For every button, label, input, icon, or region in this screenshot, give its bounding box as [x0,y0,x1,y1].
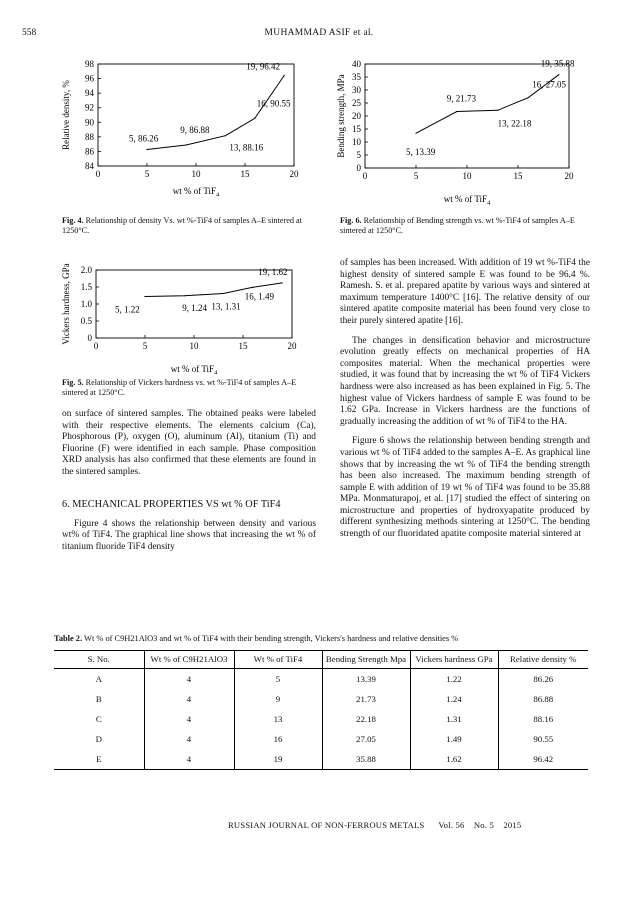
y-tick-label: 84 [85,161,94,171]
data-label: 13, 88.16 [229,142,264,153]
x-tick-label: 0 [362,171,368,181]
x-tick-label: 20 [289,169,299,179]
y-tick-label: 25 [352,98,361,108]
data-label: 9, 86.88 [180,125,210,136]
table2-header-cell: Wt % of TiF4 [234,651,322,669]
data-point [254,118,255,119]
table-cell: 19 [234,749,322,770]
footer-journal: RUSSIAN JOURNAL OF NON-FERROUS METALS [228,820,425,830]
section-heading: 6. MECHANICAL PROPERTIES VS wt % OF TiF4 [62,498,281,510]
left-para-fig4: Figure 4 shows the relationship between density and various wt% of TiF4. The graphical line shows that increasing the wt % of titanium fluoride TiF4 density [62,518,316,552]
table-cell: 1.31 [410,709,498,729]
right-para-fig6: Figure 6 shows the relationship between bending strength and various wt % of TiF4 added to the samples A–E. As graphical line shows that by increasing the wt % of TiF4 the bending strength has been also increased. The maximum bending strength of sample E with addition of 19 wt % of TiF4 was found to be 35.88 MPa. Monmaturapoj, et al. [17] studied the effect of sintering on microstructure and properties of hydroxyapatite produced by different synthesizing methods sintering at 1250°C. The bending strength of our fluoridated apatite composite material sintered at [340,436,590,540]
x-tick-label: 15 [513,171,523,181]
y-tick-label: 15 [352,124,361,134]
y-tick-label: 0 [356,163,361,173]
table-cell: 4 [144,669,234,690]
data-point [252,287,253,288]
x-tick-label: 15 [240,169,250,179]
y-tick-label: 90 [85,117,94,128]
fig6-chart [333,56,583,208]
data-label: 16, 1.49 [244,291,275,302]
data-point [223,293,224,294]
footer-volume: Vol. 56 [438,820,465,830]
table-cell: 86.88 [498,689,588,709]
fig4-caption-text: Relationship of density Vs. wt %-TiF4 of samples A–E sintered at 1250°C. [62,216,302,235]
table-row [54,689,588,709]
y-tick-label: 88 [85,131,94,142]
data-label: 9, 21.73 [446,93,477,104]
x-tick-label: 20 [287,341,297,351]
right-column [340,258,590,549]
data-label: 16, 90.55 [256,98,291,109]
table-cell: 35.88 [322,749,410,770]
data-label: 13, 22.18 [497,118,532,129]
y-tick-label: 0.5 [80,316,92,326]
y-tick-label: 1.5 [80,282,92,292]
y-tick-label: 0 [87,333,92,343]
table2-header-row [54,651,588,669]
data-point [144,296,145,297]
fig5-chart [58,262,310,374]
table-cell: 13.39 [322,669,410,690]
x-tick-label: 10 [462,171,472,181]
y-tick-label: 40 [352,59,361,69]
table2 [54,650,588,770]
data-point [497,110,498,111]
table-cell: 16 [234,729,322,749]
data-point [282,282,283,283]
y-tick-label: 94 [85,88,94,99]
footer-number: No. 5 [473,820,494,830]
table-cell: 1.49 [410,729,498,749]
data-label: 13, 1.31 [211,301,241,312]
data-point [146,149,147,150]
left-para-continuation: on surface of sintered samples. The obtained peaks were labeled with their respective elements. The elements calcium (Ca), Phosphorous (P), oxygen (O), aluminum (Al), titanium (Ti) and Fluorine (F) were identified in each sample. Phase composition XRD analysis has also confirmed that these elements are found in the sintered samples. [62,409,316,477]
table-cell: B [95,694,102,704]
fig4-chart [58,56,310,196]
y-axis-label: Vickers hardness, GPa [61,263,71,345]
y-tick-label: 20 [352,111,361,121]
plot-frame [98,61,294,166]
table-cell: E [54,749,144,770]
x-tick-label: 5 [413,171,419,181]
table-cell: 86.26 [498,669,588,690]
x-tick-label: 5 [144,169,150,179]
y-tick-label: 92 [85,102,94,113]
left-column [62,409,316,561]
x-axis-label: wt % of TiF$_4$ [443,194,491,207]
y-tick-label: 35 [352,72,361,82]
data-label: 5, 13.39 [406,147,436,158]
table-cell: 4 [144,709,234,729]
table2-header-cell: Bending Strength Mpa [322,651,410,669]
y-tick-label: 98 [85,59,94,69]
table-row [54,749,588,770]
table2-header-cell: Relative density % [498,651,588,669]
data-point [225,135,226,136]
table-cell: 1.62 [410,749,498,770]
data-label: 16, 27.05 [532,79,566,90]
y-tick-label: 1.0 [80,299,92,309]
x-axis-label-subscript: 4 [487,199,491,207]
data-label: 19, 35.88 [540,58,575,69]
table-row [54,729,588,749]
running-title: MUHAMMAD ASIF et al. [264,28,374,38]
y-tick-label: 2.0 [80,265,92,275]
x-tick-label: 5 [142,341,148,351]
table-cell: 5 [234,669,322,690]
x-tick-label: 10 [191,169,201,179]
table2-caption-label: Table 2. [54,634,83,643]
table-cell: 4 [144,749,234,770]
y-axis-label: Relative density, % [61,80,71,150]
table-cell: D [95,734,102,744]
page-number: 558 [22,28,37,38]
x-axis-label-subscript: 4 [216,191,220,196]
table2-caption-text: Wt % of C9H21AlO3 and wt % of TiF4 with their bending strength, Vickers's hardness and relative densities % [84,634,459,643]
table-cell: 4 [144,729,234,749]
table2-header-cell: Wt % of C9H21AlO3 [144,651,234,669]
fig6-caption [340,216,588,236]
data-label: 19, 96.42 [246,61,280,72]
table-cell: 1.24 [410,689,498,709]
fig5-caption-label: Fig. 5. [62,378,84,387]
y-tick-label: 96 [85,73,94,84]
x-axis-label-subscript: 4 [214,369,218,374]
right-para-changes: The changes in densification behavior and microstructure evolution greatly effects on mechanical properties of HA composites material. When the mechanical properties were studied, it was found that by increasing the wt % of TiF4 Vickers hardness were also increased as has been explained in Fig. 5. The highest value of Vickers hardness of sample E was found to be 1.62 GPa. Increase in Vickers hardness are the functions of gradually increasing the addition of wt % of TiF4 to the HA. [340,335,590,427]
fig4-caption [62,216,312,236]
data-point [415,133,416,134]
data-label: 9, 1.24 [182,302,207,313]
fig6-caption-label: Fig. 6. [340,216,362,225]
data-point [456,111,457,112]
table2-header-cell: S. No. [54,651,144,669]
table-cell: 9 [234,689,322,709]
y-axis-label: Bending strength, MPa [336,74,346,158]
table-cell: 96.42 [498,749,588,770]
table2-header-cell: Vickers hardness GPa [410,651,498,669]
table-cell: 13 [234,709,322,729]
y-tick-label: 5 [356,150,361,160]
fig4-caption-label: Fig. 4. [62,216,84,225]
data-point [184,295,185,296]
table-cell: 90.55 [498,729,588,749]
footer-year: 2015 [503,820,522,830]
table2-caption [54,634,594,644]
fig5-caption-text: Relationship of Vickers hardness vs. wt %-TiF4 of samples A–E sintered at 1250°C. [62,378,297,397]
right-para-continuation: of samples has been increased. With addition of 19 wt %-TiF4 the highest density of sintered sample E was found to be 96.4 %. Ramesh. S. et al. prepared apatite by various ways and sintered at maximum temperature 1400°C [16]. The relative density of our sintered apatite composite material has been found very close to their purely sintered apatite [16]. [340,258,590,326]
data-point [186,144,187,145]
table-cell: 4 [144,689,234,709]
x-tick-label: 20 [564,171,574,181]
table-cell: C [95,714,102,724]
data-label: 5, 86.26 [129,133,159,144]
y-tick-label: 30 [352,85,361,95]
data-line [147,76,284,150]
data-point [558,74,559,75]
table-cell: 21.73 [322,689,410,709]
table-row [54,669,588,690]
data-label: 19, 1.62 [258,266,288,277]
table-cell: 27.05 [322,729,410,749]
table-cell: 1.22 [410,669,498,690]
fig6-caption-text: Relationship of Bending strength vs. wt %-TiF4 of samples A–E sintered at 1250°C. [340,216,575,235]
x-tick-label: 10 [189,341,199,351]
x-tick-label: 15 [238,341,248,351]
data-label: 5, 1.22 [115,304,140,315]
data-point [284,75,285,76]
table-cell: 88.16 [498,709,588,729]
y-tick-label: 10 [352,137,361,147]
x-tick-label: 0 [95,169,101,179]
table-cell: 22.18 [322,709,410,729]
table-row [54,709,588,729]
fig5-caption [62,378,314,398]
footer [228,820,521,830]
x-tick-label: 0 [93,341,99,351]
x-axis-label: wt % of TiF$_4$ [171,364,218,374]
x-axis-label: wt % of TiF$_4$ [173,186,220,196]
data-point [528,97,529,98]
y-tick-label: 86 [85,146,94,157]
table-cell: A [95,674,102,684]
